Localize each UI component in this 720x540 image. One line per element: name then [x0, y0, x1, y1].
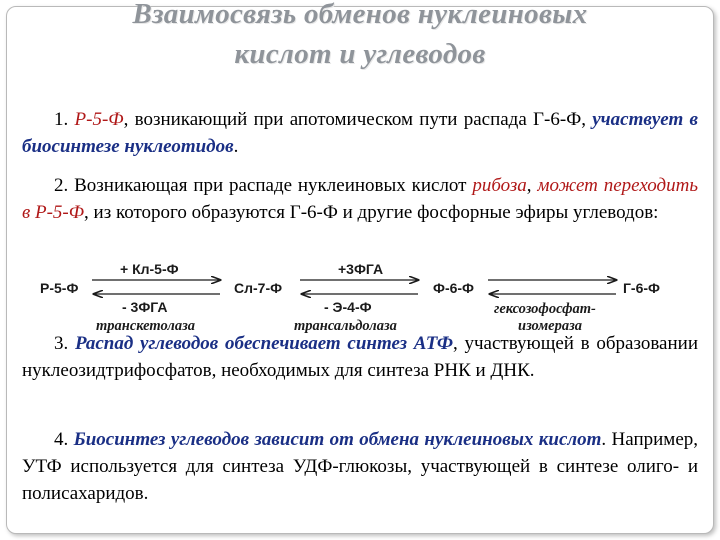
paragraph-2-number: 2. — [54, 175, 69, 196]
ribose-conversion-phrase: может переходить в Р-5-Ф — [22, 175, 699, 223]
paragraph-2-comma: , — [526, 175, 538, 196]
paragraph-4-text: . Например, УТФ используется для синтеза УДФ-глюкозы, участвующей в синтезе олиго- и полисахаридов. — [22, 429, 698, 504]
paragraph-4 — [22, 426, 698, 507]
node-g6p: Г-6-Ф — [623, 280, 660, 296]
paragraph-3-number: 3. — [54, 333, 69, 354]
hexosephosphate-isomerase-label-2: изомераза — [518, 318, 583, 334]
transaldolase-label: трансальдолаза — [294, 318, 397, 334]
pathway-diagram — [0, 256, 720, 336]
transketolase-label: транскетолаза — [96, 318, 196, 334]
arrow-1-top-label: + Кл-5-Ф — [120, 261, 179, 277]
title-line-1: Взаимосвязь обменов нуклеиновых — [132, 0, 588, 30]
paragraph-1-number: 1. — [54, 109, 69, 130]
atp-synthesis-phrase: Распад углеводов обеспечивает синтез АТФ — [74, 333, 453, 354]
r5p-term: Р-5-Ф — [74, 109, 124, 130]
paragraph-3-text: , участвующей в образовании нуклеозидтрифосфатов, необходимых для синтеза РНК и ДНК. — [22, 333, 698, 381]
carbohydrate-biosynthesis-phrase: Биосинтез углеводов зависит от обмена нуклеиновых кислот — [73, 429, 602, 450]
slide-title — [0, 0, 720, 74]
paragraph-3 — [22, 330, 698, 384]
title-line-2: кислот и углеводов — [234, 38, 486, 70]
paragraph-2-text-a: Возникающая при распаде нуклеиновых кислот — [74, 175, 473, 196]
node-f6p: Ф-6-Ф — [433, 280, 475, 296]
node-s7p: Сл-7-Ф — [234, 280, 283, 296]
arrow-1-bottom-label: - 3ФГА — [122, 299, 168, 315]
arrow-2-bottom-label: - Э-4-Ф — [324, 299, 372, 315]
paragraph-1-text: , возникающий при апотомическом пути распада Г-6-Ф, — [123, 109, 593, 130]
arrow-2-top-label: +3ФГА — [338, 261, 384, 277]
paragraph-1 — [22, 106, 698, 160]
hexosephosphate-isomerase-label-1: гексозофосфат- — [494, 301, 596, 317]
ribose-term: рибоза — [472, 175, 527, 196]
paragraph-4-number: 4. — [54, 429, 69, 450]
paragraph-2-text-b: , из которого образуются Г-6-Ф и другие фосфорные эфиры углеводов: — [84, 202, 659, 223]
paragraph-1-end: . — [233, 136, 239, 157]
paragraph-2 — [22, 172, 698, 226]
nucleotide-biosynthesis-phrase: участвует в биосинтезе нуклеотидов — [22, 109, 699, 157]
node-r5p: Р-5-Ф — [40, 280, 79, 296]
